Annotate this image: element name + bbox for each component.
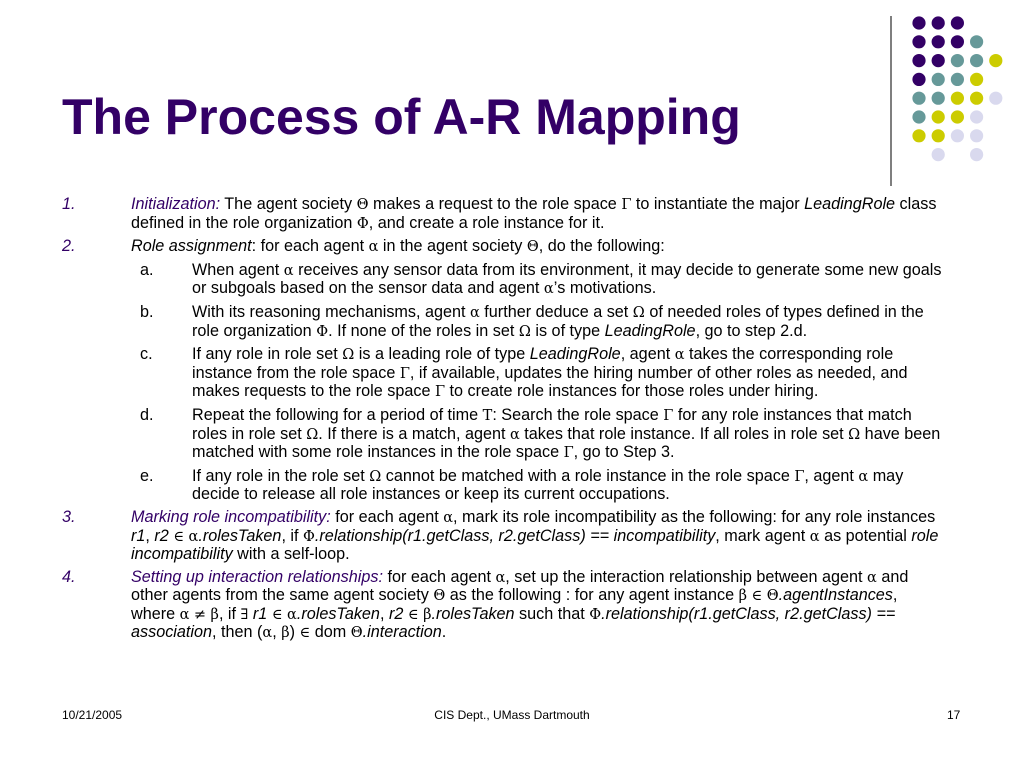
decorative-dot bbox=[951, 54, 964, 67]
decorative-dot bbox=[970, 73, 983, 86]
math-symbol: β bbox=[281, 625, 290, 642]
text-run: as potential bbox=[819, 526, 912, 545]
text-run: , bbox=[145, 526, 155, 545]
text-run: When agent bbox=[192, 260, 284, 279]
math-symbol: β bbox=[210, 606, 219, 623]
decorative-dot bbox=[951, 92, 964, 105]
decorative-dot bbox=[912, 129, 925, 142]
text-run: to create role instances for those roles under hiring. bbox=[445, 382, 819, 401]
text-run: , go to Step 3. bbox=[573, 443, 675, 462]
text-run: ) bbox=[289, 623, 300, 642]
text-run: , mark agent bbox=[715, 526, 810, 545]
decorative-dot bbox=[951, 73, 964, 86]
math-symbol: α bbox=[495, 569, 506, 586]
text-run: The agent society bbox=[220, 195, 357, 213]
text-run: class defined in the role organization bbox=[131, 195, 937, 232]
text-run: r1 bbox=[131, 526, 146, 545]
sub-list-item-letter: b. bbox=[140, 302, 154, 321]
math-symbol: Ω bbox=[848, 426, 861, 443]
math-symbol: Φ bbox=[316, 323, 329, 340]
math-symbol: Φ bbox=[356, 215, 369, 232]
text-run: to instantiate the major bbox=[631, 195, 805, 213]
decorative-dot bbox=[970, 54, 983, 67]
math-symbol: α bbox=[283, 262, 294, 279]
text-run: : Search the role space bbox=[492, 405, 664, 424]
math-symbol: ∈ bbox=[271, 606, 283, 623]
sub-list-item bbox=[62, 468, 942, 504]
sub-list-item-letter: c. bbox=[140, 345, 153, 364]
math-symbol: Ω bbox=[369, 468, 382, 485]
text-run: in the agent society bbox=[378, 237, 527, 256]
text-run: makes a request to the role space bbox=[368, 195, 622, 213]
text-run: is a leading role of type bbox=[354, 345, 530, 364]
text-run: , do the following: bbox=[538, 237, 665, 256]
list-item-number: 3. bbox=[62, 507, 76, 526]
decorative-dot bbox=[932, 73, 945, 86]
text-run: With its reasoning mechanisms, agent bbox=[192, 302, 471, 321]
math-symbol: Θ bbox=[526, 239, 539, 256]
text-run: , then ( bbox=[212, 623, 263, 642]
text-run: .interaction bbox=[362, 623, 442, 642]
sub-list-item bbox=[62, 407, 942, 463]
text-run: have been matched with some role instances in the role space bbox=[192, 424, 941, 462]
text-run: further deduce a set bbox=[479, 302, 633, 321]
slide-title: The Process of A-R Mapping bbox=[62, 89, 741, 145]
math-symbol: α bbox=[287, 606, 297, 623]
text-run: .relationship(r1.getClass, r2.getClass) == incompatibility bbox=[314, 526, 716, 545]
math-symbol: Γ bbox=[563, 445, 574, 462]
text-run: Setting up interaction relationships: bbox=[131, 567, 383, 586]
decorative-dot bbox=[932, 129, 945, 142]
math-symbol: Φ bbox=[303, 528, 315, 545]
text-run: Initialization: bbox=[131, 195, 221, 213]
text-run: r1 bbox=[252, 604, 268, 623]
math-symbol: Φ bbox=[589, 606, 602, 623]
text-run: is of type bbox=[530, 321, 605, 340]
math-symbol: Ω bbox=[342, 347, 355, 364]
decorative-dot bbox=[912, 54, 925, 67]
math-symbol: ∃ bbox=[240, 606, 249, 623]
math-symbol: α bbox=[368, 239, 379, 256]
math-symbol: α bbox=[509, 426, 520, 443]
text-run: , agent bbox=[804, 466, 859, 485]
decorative-dot bbox=[970, 129, 983, 142]
decorative-dot bbox=[932, 16, 945, 29]
text-run: , set up the interaction relationship between agent bbox=[505, 567, 868, 586]
sub-list-item bbox=[62, 346, 942, 402]
list-item bbox=[62, 569, 942, 643]
text-run: .agentInstances bbox=[778, 586, 893, 605]
decorative-dot bbox=[970, 35, 983, 48]
math-symbol: Θ bbox=[433, 588, 446, 605]
sub-list-item-letter: a. bbox=[140, 260, 154, 279]
sub-list-item-letter: e. bbox=[140, 466, 154, 485]
decorative-dot-grid bbox=[0, 0, 1024, 200]
text-run: .rolesTaken bbox=[198, 526, 282, 545]
decorative-dot bbox=[932, 110, 945, 123]
math-symbol: Θ bbox=[356, 197, 369, 213]
decorative-dot bbox=[912, 73, 925, 86]
math-symbol: α bbox=[674, 347, 685, 364]
text-run: If any role in the role set bbox=[192, 466, 370, 485]
text-run: ’s motivations. bbox=[553, 279, 657, 298]
text-run: LeadingRole bbox=[529, 345, 621, 364]
text-run: dom bbox=[310, 623, 351, 642]
text-run: , and create a role instance for it. bbox=[368, 213, 605, 232]
text-run: for any role instances that match roles in role set bbox=[192, 405, 912, 443]
decorative-dot bbox=[912, 110, 925, 123]
math-symbol: α bbox=[188, 528, 199, 545]
text-run: , agent bbox=[620, 345, 675, 364]
slide-body bbox=[62, 196, 942, 648]
math-symbol: ∈ bbox=[751, 588, 763, 605]
decorative-dot bbox=[951, 16, 964, 29]
text-run: : for each agent bbox=[251, 237, 369, 256]
math-symbol: ∈ bbox=[299, 625, 311, 642]
math-symbol: ∈ bbox=[407, 606, 419, 623]
math-symbol: ∈ bbox=[173, 528, 185, 545]
text-run: , bbox=[379, 604, 389, 623]
math-symbol: Ω bbox=[306, 426, 319, 443]
math-symbol: α bbox=[543, 281, 554, 298]
decorative-dot bbox=[932, 35, 945, 48]
list-item-number: 2. bbox=[62, 237, 76, 256]
sub-list-item bbox=[62, 262, 942, 299]
decorative-dot bbox=[951, 110, 964, 123]
decorative-dot bbox=[932, 54, 945, 67]
text-run: such that bbox=[514, 604, 590, 623]
text-run: role incompatibility bbox=[131, 526, 939, 564]
text-run: , if bbox=[218, 604, 241, 623]
math-symbol: ≠ bbox=[193, 606, 207, 623]
decorative-dot bbox=[989, 54, 1002, 67]
text-run: , where bbox=[131, 586, 898, 623]
decorative-dot bbox=[951, 129, 964, 142]
list-item bbox=[62, 196, 942, 233]
sub-list-item-letter: d. bbox=[140, 405, 154, 424]
decorative-dot bbox=[912, 16, 925, 29]
text-run: may decide to release all role instances or keep its current occupations. bbox=[192, 466, 904, 504]
text-run: as the following : for any agent instance bbox=[445, 586, 739, 605]
math-symbol: Γ bbox=[621, 197, 632, 213]
footer-page-number: 17 bbox=[947, 708, 961, 722]
text-run: Repeat the following for a period of time bbox=[192, 405, 483, 424]
math-symbol: Γ bbox=[794, 468, 805, 485]
math-symbol: Γ bbox=[434, 384, 446, 401]
math-symbol: Γ bbox=[399, 365, 410, 382]
text-run: Marking role incompatibility: bbox=[131, 507, 331, 526]
text-run: .relationship(r1.getClass, r2.getClass) == association bbox=[131, 604, 896, 642]
text-run: , mark its role incompatibility as the following: for any role instances bbox=[453, 507, 936, 526]
list-item bbox=[62, 509, 942, 564]
math-symbol: α bbox=[867, 569, 877, 586]
text-run: If any role in role set bbox=[192, 345, 343, 364]
math-symbol: β bbox=[423, 606, 432, 623]
list-item bbox=[62, 238, 942, 257]
text-run: LeadingRole bbox=[604, 321, 696, 340]
decorative-dot bbox=[932, 148, 945, 161]
text-run: Role assignment bbox=[131, 237, 252, 256]
text-run: r2 bbox=[154, 526, 169, 545]
decorative-dot bbox=[951, 35, 964, 48]
math-symbol: Τ bbox=[482, 407, 493, 424]
text-run: takes that role instance. If all roles in role set bbox=[519, 424, 849, 443]
math-symbol: Γ bbox=[663, 407, 674, 424]
math-symbol: β bbox=[738, 588, 747, 605]
math-symbol: Ω bbox=[518, 323, 531, 340]
text-run: , bbox=[272, 623, 282, 642]
math-symbol: α bbox=[858, 468, 869, 485]
text-run: .rolesTaken bbox=[431, 604, 515, 623]
decorative-dot bbox=[970, 110, 983, 123]
footer-date: 10/21/2005 bbox=[62, 708, 123, 722]
list-item-number: 4. bbox=[62, 567, 76, 586]
text-run: .rolesTaken bbox=[296, 604, 380, 623]
text-run: for each agent bbox=[382, 567, 496, 586]
text-run: , if bbox=[281, 526, 304, 545]
decorative-dot bbox=[912, 35, 925, 48]
footer-center: CIS Dept., UMass Dartmouth bbox=[434, 708, 590, 722]
text-run: receives any sensor data from its environment, it may decide to generate some new goals or subgoals based on the sensor data and agent bbox=[192, 260, 942, 298]
text-run: . If none of the roles in set bbox=[328, 321, 519, 340]
decorative-dot bbox=[970, 92, 983, 105]
decorative-dot bbox=[970, 148, 983, 161]
math-symbol: α bbox=[179, 606, 190, 623]
text-run: . If there is a match, agent bbox=[318, 424, 510, 443]
text-run: takes the corresponding role instance from the role space bbox=[192, 345, 894, 382]
decorative-dot bbox=[912, 92, 925, 105]
sub-list-item bbox=[62, 304, 942, 341]
text-run: and other agents from the same agent society bbox=[131, 567, 909, 605]
math-symbol: α bbox=[470, 304, 480, 321]
math-symbol: α bbox=[809, 528, 820, 545]
math-symbol: α bbox=[262, 625, 273, 642]
text-run: for each agent bbox=[330, 507, 444, 526]
text-run: LeadingRole bbox=[804, 195, 896, 213]
text-run: . bbox=[441, 623, 447, 642]
text-run: of needed roles of types defined in the role organization bbox=[192, 302, 924, 340]
math-symbol: Θ bbox=[766, 588, 779, 605]
text-run: with a self-loop. bbox=[232, 545, 350, 564]
text-run: r2 bbox=[388, 604, 404, 623]
math-symbol: Ω bbox=[632, 304, 645, 321]
decorative-dot bbox=[989, 92, 1002, 105]
text-run: cannot be matched with a role instance in the role space bbox=[381, 466, 795, 485]
math-symbol: α bbox=[443, 509, 454, 526]
text-run: , if available, updates the hiring number of other roles as needed, and makes requests to the role space bbox=[192, 363, 908, 401]
text-run: , go to step 2.d. bbox=[695, 321, 808, 340]
list-item-number: 1. bbox=[62, 195, 76, 213]
decorative-dot bbox=[932, 92, 945, 105]
math-symbol: Θ bbox=[350, 625, 363, 642]
